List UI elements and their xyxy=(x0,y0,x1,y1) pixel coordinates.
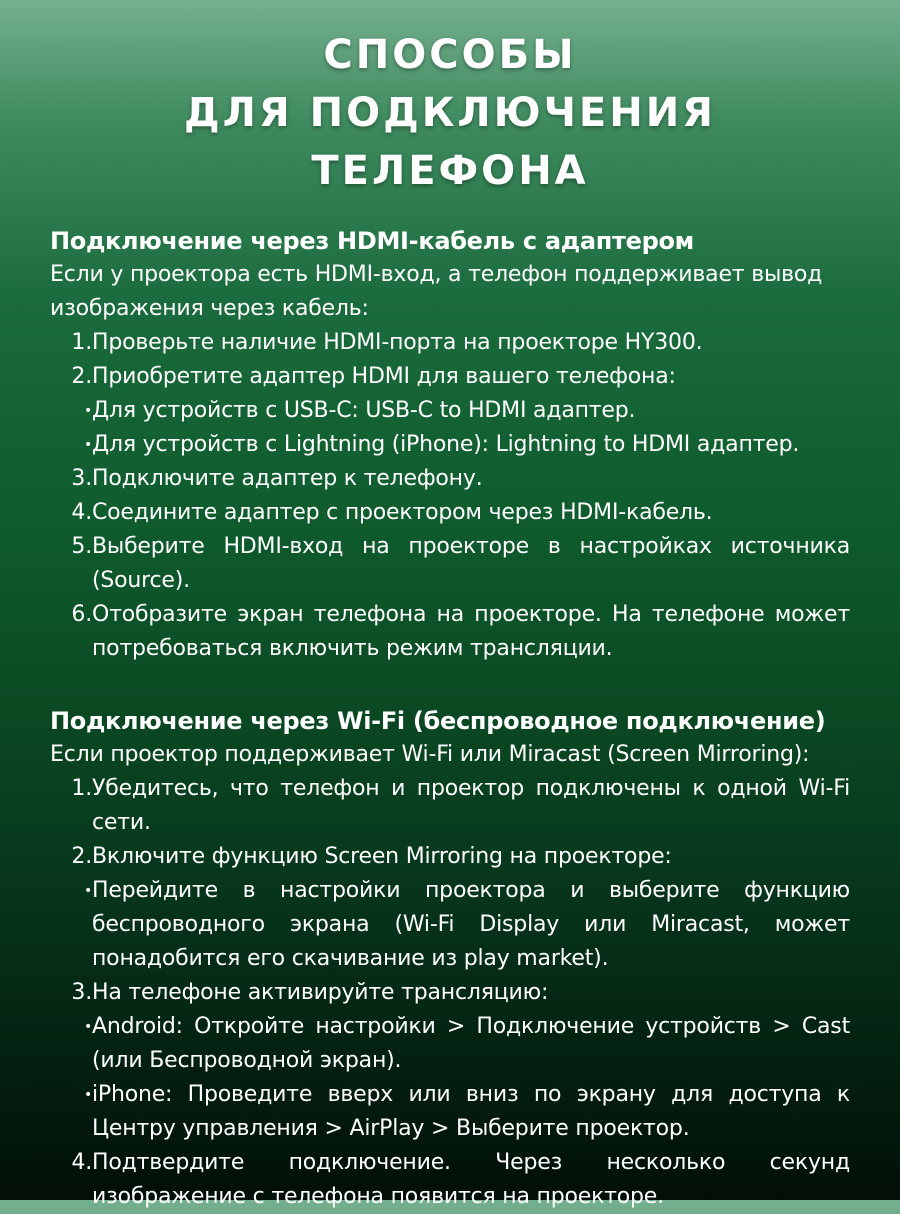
list-item-text: Подтвердите подключение. Через несколько секунд изображение с телефона появится на проекторе. xyxy=(92,1150,850,1209)
list-item xyxy=(50,976,850,1010)
list-item xyxy=(50,598,850,666)
bullet-icon: • xyxy=(83,883,92,899)
list-item-text: Для устройств с USB-C: USB-C to HDMI адаптер. xyxy=(92,398,636,423)
bullet-icon: • xyxy=(83,437,92,453)
list-marker: 1. xyxy=(71,776,92,801)
list-item xyxy=(50,874,850,976)
list-item-text: Отобразите экран телефона на проекторе. На телефоне может потребоваться включить режим трансляции. xyxy=(92,602,850,661)
list-marker: 2. xyxy=(71,844,92,869)
steps-list-hdmi xyxy=(50,326,850,666)
list-item-text: Перейдите в настройки проектора и выберите функцию беспроводного экрана (Wi-Fi Display или Miracast, может понадобится его скачивание из play market). xyxy=(92,878,850,971)
section-wifi xyxy=(50,704,850,1214)
list-marker: 6. xyxy=(71,602,92,627)
page-title xyxy=(50,26,850,200)
list-marker: 3. xyxy=(71,466,92,491)
title-line-1: СПОСОБЫ xyxy=(323,32,577,78)
list-marker: 4. xyxy=(71,500,92,525)
section-intro-hdmi: Если у проектора есть HDMI-вход, а телефон поддерживает вывод изображения через кабель: xyxy=(50,262,823,321)
list-item xyxy=(50,428,850,462)
page xyxy=(50,0,850,1214)
list-item-text: Включите функцию Screen Mirroring на проекторе: xyxy=(92,844,672,869)
list-item-text: Убедитесь, что телефон и проектор подключены к одной Wi-Fi сети. xyxy=(92,776,850,835)
section-intro-wifi: Если проектор поддерживает Wi-Fi или Miracast (Screen Mirroring): xyxy=(50,742,810,767)
list-item xyxy=(50,462,850,496)
list-marker: 4. xyxy=(71,1150,92,1175)
bullet-icon: • xyxy=(83,1087,92,1103)
list-item xyxy=(50,326,850,360)
list-item-text: Проверьте наличие HDMI-порта на проекторе HY300. xyxy=(92,330,703,355)
bullet-icon: • xyxy=(83,1019,92,1035)
section-hdmi xyxy=(50,224,850,666)
list-item-text: На телефоне активируйте трансляцию: xyxy=(92,980,549,1005)
list-item xyxy=(50,530,850,598)
list-item-text: Соедините адаптер с проектором через HDMI-кабель. xyxy=(92,500,713,525)
list-item-text: Для устройств с Lightning (iPhone): Lightning to HDMI адаптер. xyxy=(92,432,800,457)
list-item-text: Android: Откройте настройки > Подключение устройств > Cast (или Беспроводной экран). xyxy=(92,1014,850,1073)
list-item xyxy=(50,772,850,840)
list-marker: 2. xyxy=(71,364,92,389)
list-item xyxy=(50,840,850,874)
bullet-icon: • xyxy=(83,403,92,419)
list-item xyxy=(50,1078,850,1146)
section-heading-wifi: Подключение через Wi-Fi (беспроводное подключение) xyxy=(50,707,826,735)
list-item xyxy=(50,496,850,530)
list-item xyxy=(50,394,850,428)
list-item-text: iPhone: Проведите вверх или вниз по экрану для доступа к Центру управления > AirPlay > Выберите проектор. xyxy=(92,1082,850,1141)
list-marker: 5. xyxy=(71,534,92,559)
section-heading-hdmi: Подключение через HDMI-кабель с адаптером xyxy=(50,227,694,255)
list-item xyxy=(50,360,850,394)
list-item-text: Подключите адаптер к телефону. xyxy=(92,466,483,491)
title-line-2: ДЛЯ ПОДКЛЮЧЕНИЯ ТЕЛЕФОНА xyxy=(184,90,716,194)
list-item-text: Приобретите адаптер HDMI для вашего телефона: xyxy=(92,364,676,389)
list-marker: 1. xyxy=(71,330,92,355)
list-item xyxy=(50,1010,850,1078)
list-marker: 3. xyxy=(71,980,92,1005)
list-item-text: Выберите HDMI-вход на проекторе в настройках источника (Source). xyxy=(92,534,850,593)
steps-list-wifi xyxy=(50,772,850,1214)
list-item xyxy=(50,1146,850,1214)
